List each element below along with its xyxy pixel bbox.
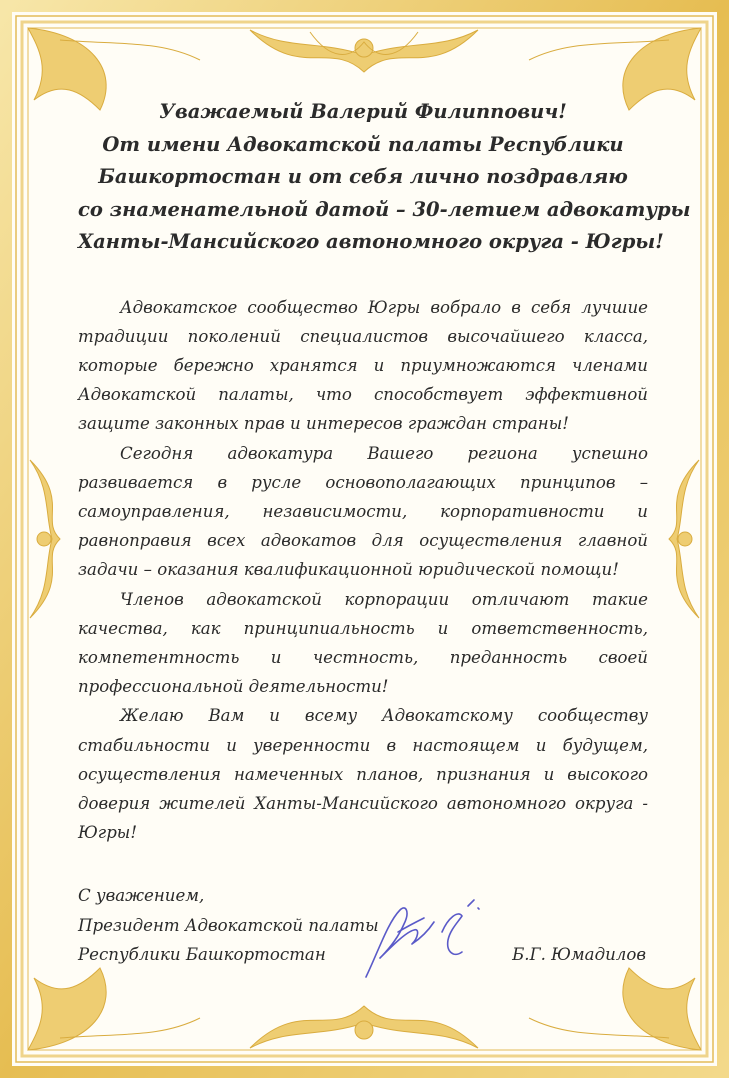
handwritten-signature xyxy=(358,892,488,987)
greeting-line: со знаменательной датой – 30-летием адвокатуры xyxy=(78,197,691,221)
greeting-heading xyxy=(78,96,691,259)
signer-name: Б.Г. Юмадилов xyxy=(512,945,646,965)
right-ornament xyxy=(669,460,699,618)
paragraph: Сегодня адвокатура Вашего региона успешно развивается в русле основополагающих принципов – самоуправления, независимости, корпоративности и равноправия всех адвокатов для осуществления главной задачи – оказания квалификационной юридической помощи! xyxy=(78,443,648,580)
left-ornament xyxy=(30,460,60,618)
paragraph: Членов адвокатской корпорации отличают такие качества, как принципиальность и ответственность, компетентность и честность, преданность своей профессиональной деятельности! xyxy=(78,589,648,697)
greeting-line: Ханты-Мансийского автономного округа - Югры! xyxy=(78,230,664,253)
paragraph: Адвокатское сообщество Югры вобрало в себя лучшие традиции поколений специалистов высочайшего класса, которые бережно хранятся и приумножаются членами Адвокатской палаты, что способствует эффективной защите законных прав и интересов граждан страны! xyxy=(78,297,648,434)
letter-body xyxy=(78,293,648,848)
position-line: Республики Башкортостан xyxy=(78,944,326,964)
position-line: Президент Адвокатской палаты xyxy=(78,915,379,935)
greeting-line: От имени Адвокатской палаты Республики xyxy=(102,132,624,156)
greeting-line: Башкортостан и от себя лично поздравляю xyxy=(98,165,628,188)
letter-content xyxy=(78,96,691,969)
paragraph: Желаю Вам и всему Адвокатскому сообществу стабильности и уверенности в настоящем и будущем, осуществления намеченных планов, признания и высокого доверия жителей Ханты-Мансийского автономного округа - Югры! xyxy=(78,706,648,843)
top-ornament xyxy=(250,30,478,72)
greeting-line: Уважаемый Валерий Филиппович! xyxy=(159,100,567,123)
regards-line: С уважением, xyxy=(78,886,205,906)
bottom-ornament xyxy=(250,1006,478,1048)
